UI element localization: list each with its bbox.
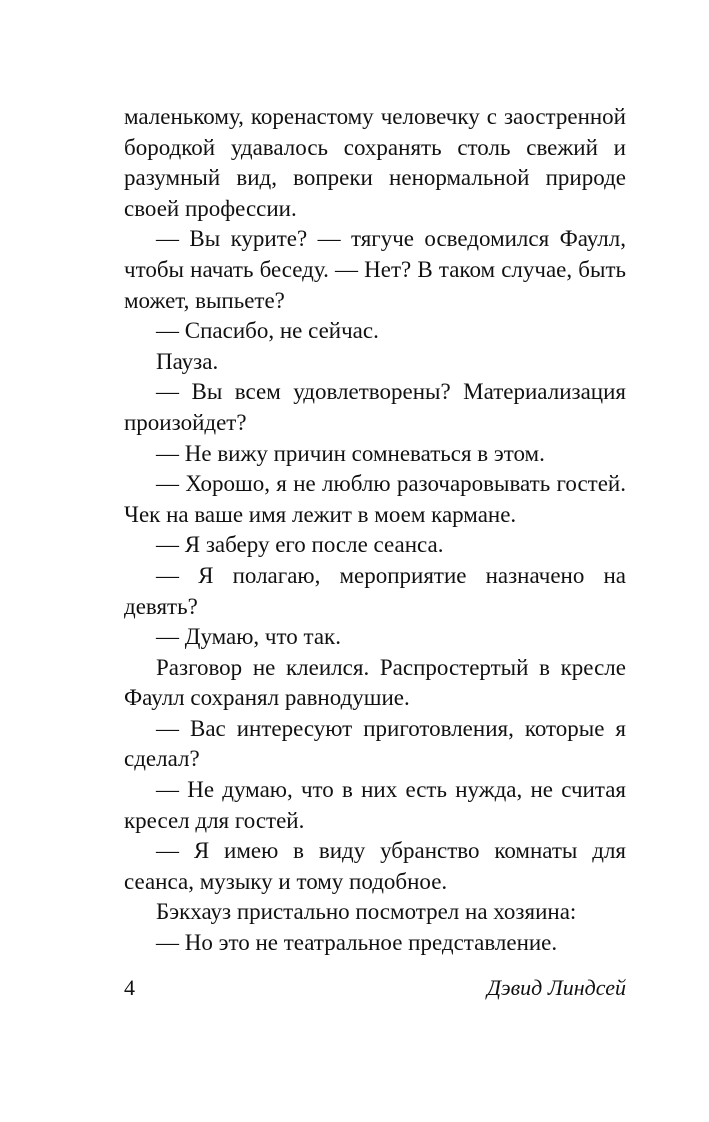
paragraph: Разговор не клеился. Распростертый в кресле Фаулл сохранял равнодушие. [124, 654, 626, 711]
paragraph: — Хорошо, я не люблю разочаровывать гостей. Чек на ваше имя лежит в моем кармане. [124, 471, 626, 527]
paragraph: — Я полагаю, мероприятие назначено на девять? [124, 562, 626, 619]
paragraph: — Я заберу его после сеанса. [156, 532, 444, 558]
page-footer [124, 972, 626, 1004]
paragraph: — Но это не театральное представление. [156, 930, 558, 956]
paragraph: — Думаю, что так. [156, 624, 341, 650]
paragraph: — Вы курите? — тягуче осведомился Фаулл, чтобы начать беседу. — Нет? В таком случае, быть может, выпьете? [124, 226, 626, 313]
paragraph: — Вы всем удовлетворены? Материализация произойдет? [124, 379, 626, 435]
paragraph: — Вас интересуют приготовления, которые я сделал? [124, 715, 626, 772]
page-body [124, 102, 626, 959]
paragraph: Бэкхауз пристально посмотрел на хозяина: [156, 899, 577, 925]
paragraph: Пауза. [156, 348, 219, 374]
paragraph: маленькому, коренастому человечку с заостренной бородкой удавалось сохранять столь свежий и разумный вид, вопреки ненормальной природе своей профессии. [124, 104, 626, 221]
paragraph: — Спасибо, не сейчас. [156, 318, 379, 344]
running-title: Дэвид Линдсей [486, 975, 626, 1000]
paragraph: — Не думаю, что в них есть нужда, не считая кресел для гостей. [124, 777, 626, 833]
paragraph: — Не вижу причин сомневаться в этом. [156, 440, 545, 466]
paragraph: — Я имею в виду убранство комнаты для сеанса, музыку и тому подобное. [124, 838, 626, 894]
page-number: 4 [124, 975, 135, 1000]
